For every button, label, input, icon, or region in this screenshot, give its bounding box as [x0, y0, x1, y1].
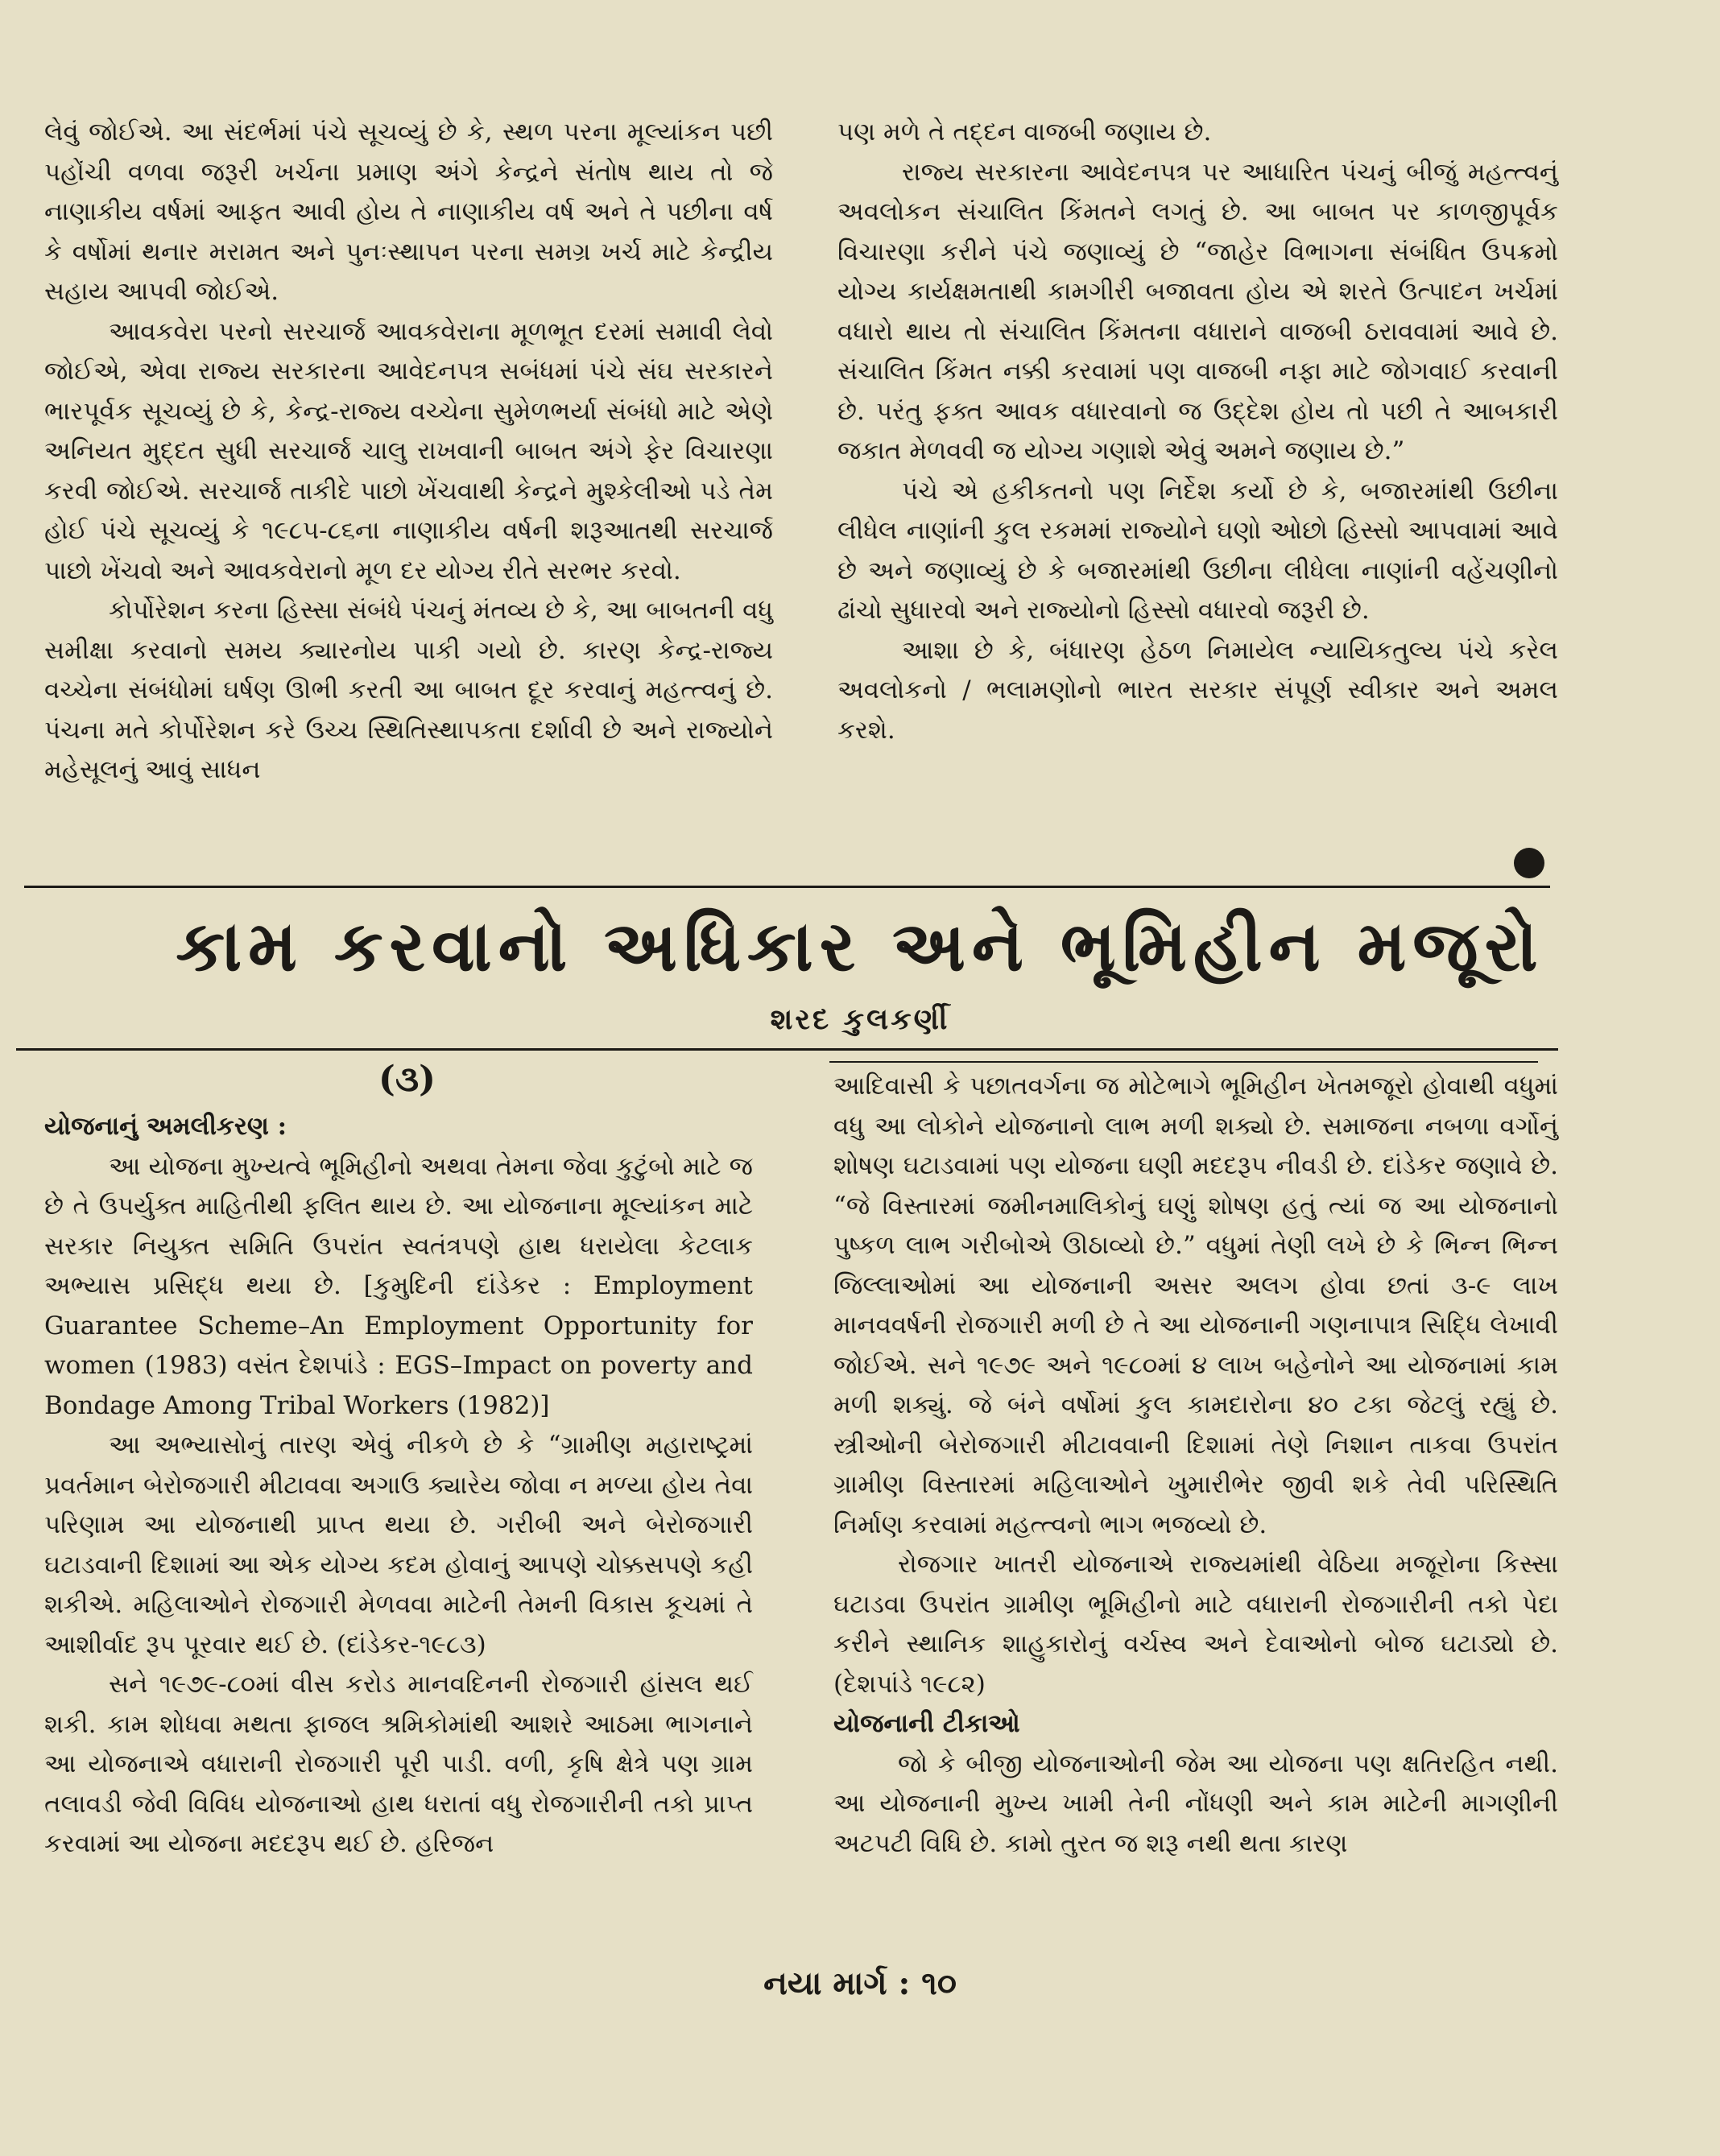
paragraph: પંચે એ હકીકતનો પણ નિર્દેશ કર્યો છે કે, બજારમાંથી ઉછીના લીધેલ નાણાંની કુલ રકમમાં રાજ્યોને ઘણો ઓછો હિસ્સો આપવામાં આવે છે અને જણાવ્યું છે કે બજારમાંથી ઉછીના લીધેલા નાણાંની વહેંચણીનો ઢાંચો સુધારવો અને રાજ્યોનો હિસ્સો વધારવો જરૂરી છે. — [837, 476, 1558, 625]
divider — [16, 1048, 1558, 1051]
section-heading: યોજનાનું અમલીકરણ : — [44, 1112, 287, 1141]
paragraph: રોજગાર ખાતરી યોજનાએ રાજ્યમાંથી વેઠિયા મજૂરોના કિસ્સા ઘટાડવા ઉપરાંત ગ્રામીણ ભૂમિહીનો માટે વધારાની રોજગારીની તકો પેદા કરીને સ્થાનિક શાહુકારોનું વર્ચસ્વ અને દેવાઓનો બોજ ઘટાડ્યો છે. (દેશપાંડે ૧૯૮૨) — [833, 1550, 1558, 1699]
divider — [829, 1061, 1538, 1063]
top-right-column — [837, 113, 1558, 750]
divider — [24, 886, 1550, 888]
top-left-column — [44, 113, 773, 791]
bottom-left-column — [44, 1107, 753, 1865]
paragraph: જો કે બીજી યોજનાઓની જેમ આ યોજના પણ ક્ષતિરહિત નથી. આ યોજનાની મુખ્ય ખામી તેની નોંધણી અને કામ માટેની માગણીની અટપટી વિધિ છે. કામો તુરત જ શરૂ નથી થતા કારણ — [833, 1749, 1558, 1858]
paragraph: લેવું જોઈએ. આ સંદર્ભમાં પંચે સૂચવ્યું છે કે, સ્થળ પરના મૂલ્યાંકન પછી પહોંચી વળવા જરૂરી ખર્ચના પ્રમાણ અંગે કેન્દ્રને સંતોષ થાય તો જે નાણાકીય વર્ષમાં આફત આવી હોય તે નાણાકીય વર્ષ અને તે પછીના વર્ષ કે વર્ષોમાં થનાર મરામત અને પુનઃસ્થાપન પરના સમગ્ર ખર્ચ માટે કેન્દ્રીય સહાય આપવી જોઈએ. — [44, 118, 773, 306]
end-of-article-mark — [1514, 848, 1544, 878]
paragraph: કોર્પોરેશન કરના હિસ્સા સંબંધે પંચનું મંતવ્ય છે કે, આ બાબતની વધુ સમીક્ષા કરવાનો સમય ક્યારનોય પાકી ગયો છે. કારણ કેન્દ્ર-રાજ્ય વચ્ચેના સંબંધોમાં ઘર્ષણ ઊભી કરતી આ બાબત દૂર કરવાનું મહત્ત્વનું છે. પંચના મતે કોર્પોરેશન કરે ઉચ્ચ સ્થિતિસ્થાપકતા દર્શાવી છે અને રાજ્યોને મહેસૂલનું આવું સાધન — [44, 596, 773, 784]
paragraph: પણ મળે તે તદ્દન વાજબી જણાય છે. — [837, 118, 1212, 147]
paragraph: આશા છે કે, બંધારણ હેઠળ નિમાયેલ ન્યાયિકતુલ્ય પંચે કરેલ અવલોકનો / ભલામણોનો ભારત સરકાર સંપૂર્ણ સ્વીકાર અને અમલ કરશે. — [837, 635, 1558, 745]
bottom-right-column — [833, 1067, 1558, 1864]
paragraph: રાજ્ય સરકારના આવેદનપત્ર પર આધારિત પંચનું બીજું મહત્ત્વનું અવલોકન સંચાલિત કિંમતને લગતું છે. આ બાબત પર કાળજીપૂર્વક વિચારણા કરીને પંચે જણાવ્યું છે “જાહેર વિભાગના સંબંધિત ઉપક્રમો યોગ્ય કાર્યક્ષમતાથી કામગીરી બજાવતા હોય એ શરતે ઉત્પાદન ખર્ચમાં વધારો થાય તો સંચાલિત કિંમતના વધારાને વાજબી ઠરાવવામાં આવે છે. સંચાલિત કિંમત નક્કી કરવામાં પણ વાજબી નફા માટે જોગવાઈ કરવાની છે. પરંતુ ફક્ત આવક વધારવાનો જ ઉદ્દેશ હોય તો પછી તે આબકારી જકાત મેળવવી જ યોગ્ય ગણાશે એવું અમને જણાય છે.” — [837, 157, 1558, 465]
article-author: શરદ કુલકર્ણી — [770, 1002, 950, 1036]
paragraph: આ યોજના મુખ્યત્વે ભૂમિહીનો અથવા તેમના જેવા કુટુંબો માટે જ છે તે ઉપર્યુક્ત માહિતીથી ફલિત થાય છે. આ યોજનાના મૂલ્યાંકન માટે સરકાર નિયુક્ત સમિતિ ઉપરાંત સ્વતંત્રપણે હાથ ધરાયેલા કેટલાક અભ્યાસ પ્રસિદ્ધ થયા છે. [કુમુદિની દાંડેકર : Employment Guarantee Scheme–An Employment Opportunity for women (1983) વસંત દેશપાંડે : EGS–Impact on poverty and Bondage Among Tribal Workers (1982)] — [44, 1151, 753, 1420]
section-heading: યોજનાની ટીકાઓ — [833, 1709, 1020, 1738]
paragraph: સને ૧૯૭૯-૮૦માં વીસ કરોડ માનવદિનની રોજગારી હાંસલ થઈ શકી. કામ શોધવા મથતા ફાજલ શ્રમિકોમાંથી આશરે આઠમા ભાગનાને આ યોજનાએ વધારાની રોજગારી પૂરી પાડી. વળી, કૃષિ ક્ષેત્રે પણ ગ્રામ તલાવડી જેવી વિવિધ યોજનાઓ હાથ ધરાતાં વધુ રોજગારીની તકો પ્રાપ્ત કરવામાં આ યોજના મદદરૂપ થઈ છે. હરિજન — [44, 1670, 753, 1858]
paragraph: આવકવેરા પરનો સરચાર્જ આવકવેરાના મૂળભૂત દરમાં સમાવી લેવો જોઈએ, એવા રાજ્ય સરકારના આવેદનપત્ર સબંધમાં પંચે સંઘ સરકારને ભારપૂર્વક સૂચવ્યું છે કે, કેન્દ્ર-રાજ્ય વચ્ચેના સુમેળભર્યા સંબંધો માટે એણે અનિયત મુદ્દત સુધી સરચાર્જ ચાલુ રાખવાની બાબત અંગે ફેર વિચારણા કરવી જોઈએ. સરચાર્જ તાકીદે પાછો ખેંચવાથી કેન્દ્રને મુશ્કેલીઓ પડે તેમ હોઈ પંચે સૂચવ્યું કે ૧૯૮૫-૮૬ના નાણાકીય વર્ષની શરૂઆતથી સરચાર્જ પાછો ખેંચવો અને આવકવેરાનો મૂળ દર યોગ્ય રીતે સરભર કરવો. — [44, 316, 773, 585]
page-footer: નયા માર્ગ : ૧૦ — [763, 1964, 957, 2002]
paragraph: આ અભ્યાસોનું તારણ એવું નીકળે છે કે “ગ્રામીણ મહારાષ્ટ્રમાં પ્રવર્તમાન બેરોજગારી મીટાવવા અગાઉ ક્યારેય જોવા ન મળ્યા હોય તેવા પરિણામ આ યોજનાથી પ્રાપ્ત થયા છે. ગરીબી અને બેરોજગારી ઘટાડવાની દિશામાં આ એક યોગ્ય કદમ હોવાનું આપણે ચોક્કસપણે કહી શકીએ. મહિલાઓને રોજગારી મેળવવા માટેની તેમની વિકાસ કૂચમાં તે આશીર્વાદ રૂપ પૂરવાર થઈ છે. (દાંડેકર-૧૯૮૩) — [44, 1431, 753, 1659]
part-number: (૩) — [378, 1059, 436, 1100]
paragraph: આદિવાસી કે પછાતવર્ગના જ મોટેભાગે ભૂમિહીન ખેતમજૂરો હોવાથી વધુમાં વધુ આ લોકોને યોજનાનો લાભ મળી શક્યો છે. સમાજના નબળા વર્ગોનું શોષણ ઘટાડવામાં પણ યોજના ઘણી મદદરૂપ નીવડી છે. દાંડેકર જણાવે છે. “જે વિસ્તારમાં જમીનમાલિકોનું ઘણું શોષણ હતું ત્યાં જ આ યોજનાનો પુષ્કળ લાભ ગરીબોએ ઊઠાવ્યો છે.” વધુમાં તેણી લખે છે કે ભિન્ન ભિન્ન જિલ્લાઓમાં આ યોજનાની અસર અલગ હોવા છતાં ૩-૯ લાખ માનવવર્ષની રોજગારી મળી છે તે આ યોજનાની ગણનાપાત્ર સિદ્ધિ લેખાવી જોઈએ. સને ૧૯૭૯ અને ૧૯૮૦માં ૪ લાખ બહેનોને આ યોજનામાં કામ મળી શક્યું. જે બંને વર્ષોમાં કુલ કામદારોના ૪૦ ટકા જેટલું રહ્યું છે. સ્ત્રીઓની બેરોજગારી મીટાવવાની દિશામાં તેણે નિશાન તાકવા ઉપરાંત ગ્રામીણ વિસ્તારમાં મહિલાઓને ખુમારીભેર જીવી શકે તેવી પરિસ્થિતિ નિર્માણ કરવામાં મહત્ત્વનો ભાગ ભજવ્યો છે. — [833, 1072, 1558, 1539]
article-title: કામ કરવાનો અધિકાર અને ભૂમિહીન મજૂરો — [176, 906, 1544, 987]
